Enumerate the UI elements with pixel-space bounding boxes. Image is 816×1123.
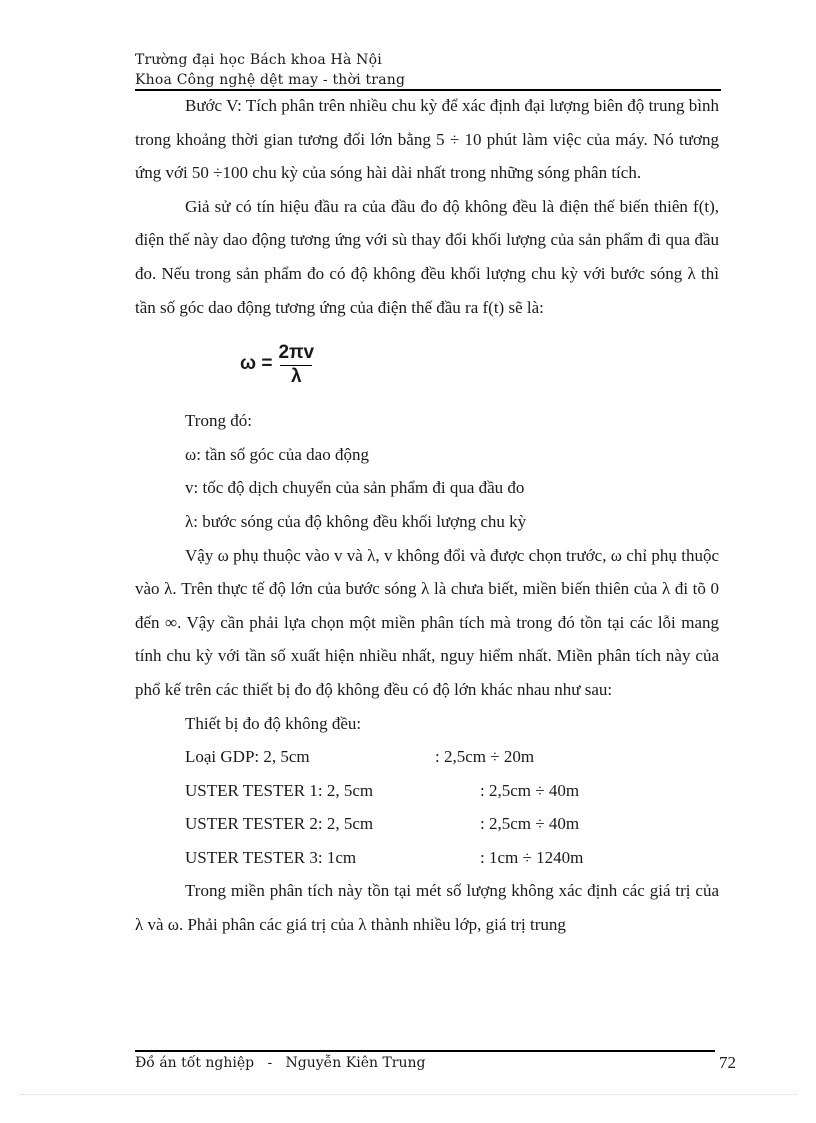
definition-v: v: tốc độ dịch chuyển của sản phẩm đi qua đầu đo [185,478,525,498]
paragraph-step-v: Bước V: Tích phân trên nhiều chu kỳ để xác định đại lượng biên độ trung bình trong khoảng thời gian tương đối lớn bằng 5 ÷ 10 phút làm việc của máy. Nó tương ứng với 50 ÷100 chu kỳ của sóng hài dài nhất trong những sóng phân tích. [135,96,719,183]
device-name: USTER TESTER 1: 2, 5cm [185,780,374,800]
formula-fraction [276,341,316,388]
page-body [135,89,719,942]
page-edge-dots [20,1094,796,1095]
formula-numerator: 2πv [278,341,315,363]
footer-divider [135,1050,715,1052]
paragraph-classes: Trong miền phân tích này tồn tại mét số lượng không xác định các giá trị của λ và ω. Phải phân các giá trị của λ thành nhiều lớp, giá trị trung [135,881,719,935]
devices-list [135,740,719,874]
device-row [135,740,719,774]
formula-denominator: λ [290,365,302,387]
device-row [135,774,719,808]
faculty-name: Khoa Công nghệ dệt may - thời trang [135,72,406,88]
paragraph-analysis-range: Vậy ω phụ thuộc vào v và λ, v không đổi và được chọn trước, ω chỉ phụ thuộc vào λ. Trên thực tế độ lớn của bước sóng λ là chưa biết, miền biến thiên của λ đi tõ 0 đến ∞. Vậy cần phải lựa chọn một miền phân tích mà trong đó tồn tại các lỗi mang tính chu kỳ với tần số xuất hiện nhiều nhất, nguy hiểm nhất. Miền phân tích này của phổ kế trên các thiết bị đo độ không đều có độ lớn khác nhau như sau: [135,545,719,699]
device-row [135,807,719,841]
page-number: 72 [719,1053,736,1072]
page-footer [135,1055,736,1073]
definition-lambda: λ: bước sóng của độ không đều khối lượng chu kỳ [185,511,527,531]
device-range: : 2,5cm ÷ 40m [480,814,580,834]
device-name: USTER TESTER 2: 2, 5cm [185,814,374,834]
footer-author: Đồ án tốt nghiệp - Nguyễn Kiên Trung [135,1055,426,1071]
where-label: Trong đó: [185,411,252,431]
device-name: USTER TESTER 3: 1cm [185,847,357,867]
definition-omega: ω: tần số góc của dao động [185,444,369,464]
formula-lhs: ω = [240,353,273,375]
device-range: : 2,5cm ÷ 40m [480,780,580,800]
device-name: Loại GDP: 2, 5cm [185,747,310,767]
university-name: Trường đại học Bách khoa Hà Nội [135,52,382,68]
page-header [135,50,721,90]
device-range: : 1cm ÷ 1240m [480,847,584,867]
device-row [135,841,719,875]
omega-formula [240,324,719,404]
device-range: : 2,5cm ÷ 20m [435,747,535,767]
paragraph-signal: Giả sử có tín hiệu đầu ra của đầu đo độ không đều là điện thế biến thiên f(t), điện thế này dao động tương ứng với sù thay đổi khối lượng của sản phẩm đi qua đầu đo. Nếu trong sản phẩm đo có độ không đều khối lượng chu kỳ với bước sóng λ thì tần số góc dao động tương ứng của điện thế đầu ra f(t) sẽ là: [135,196,719,317]
devices-title: Thiết bị đo độ không đều: [185,713,362,733]
